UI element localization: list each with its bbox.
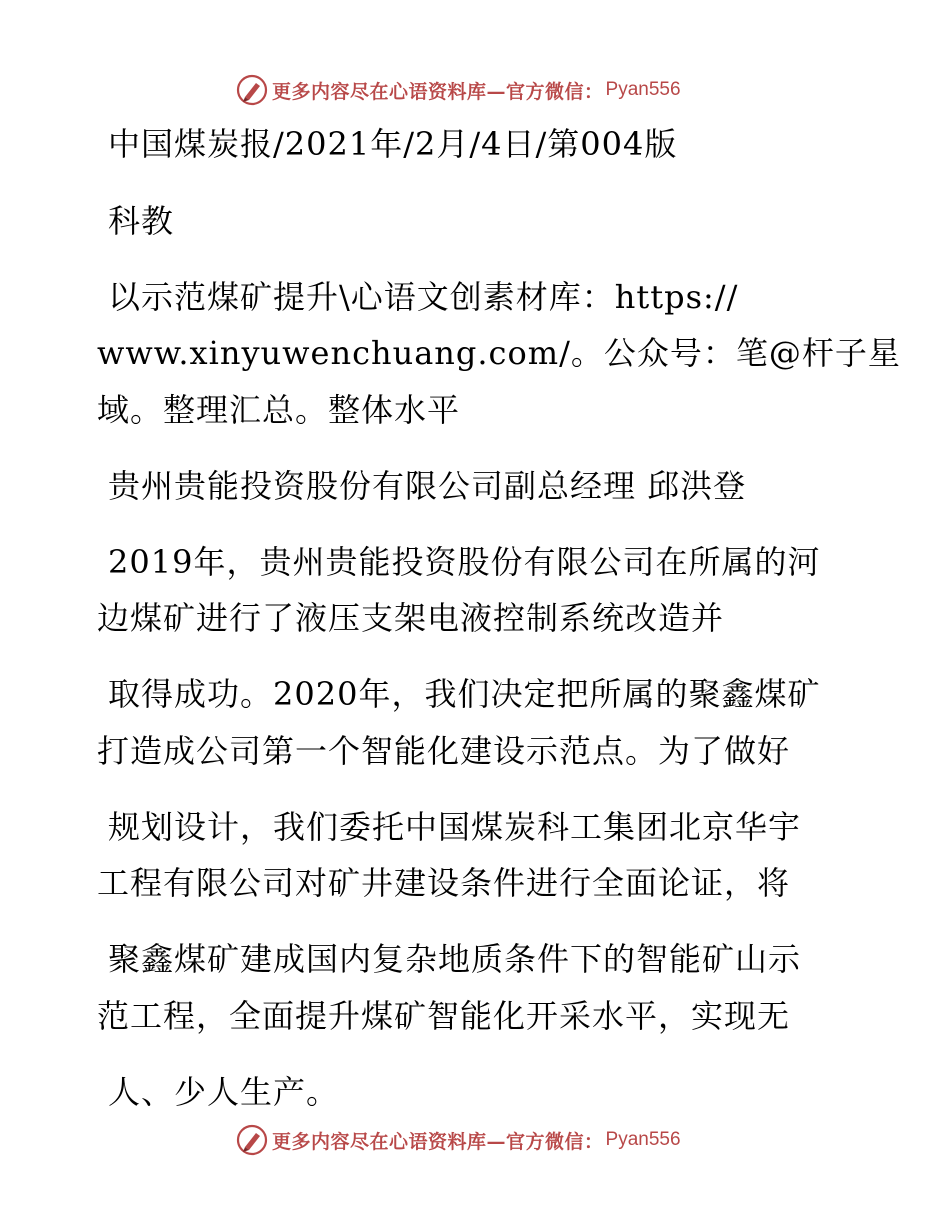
body-line: 边煤矿进行了液压支架电液控制系统改造并 [97,599,725,637]
watermark-wechat-id: Pyan556 [605,79,681,100]
body-line: 域。整理汇总。整体水平 [97,391,461,429]
pen-logo-icon [236,1124,268,1156]
watermark-text: 更多内容尽在心语资料库—官方微信： [272,80,604,103]
pen-logo-icon [236,74,268,106]
section-label: 科教 [108,202,175,240]
body-line: 范工程，全面提升煤矿智能化开采水平，实现无 [97,997,791,1035]
body-line: 聚鑫煤矿建成国内复杂地质条件下的智能矿山示 [108,940,802,978]
body-line: www.xinyuwenchuang.com/。公众号：笔@杆子星 [97,334,901,372]
watermark-text: 更多内容尽在心语资料库—官方微信： [272,1130,604,1153]
body-line: 工程有限公司对矿井建设条件进行全面论证，将 [97,864,791,902]
body-line: 规划设计，我们委托中国煤炭科工集团北京华宇 [108,808,802,846]
body-line: 取得成功。2020年，我们决定把所属的聚鑫煤矿 [108,675,821,713]
source-line: 中国煤炭报/2021年/2月/4日/第004版 [108,125,678,163]
footer-watermark [236,1122,681,1158]
article-title: 以示范煤矿提升\心语文创素材库：https:// [108,278,739,316]
body-line: 2019年，贵州贵能投资股份有限公司在所属的河 [108,543,821,581]
author-line: 贵州贵能投资股份有限公司副总经理 邱洪登 [108,467,747,505]
watermark-wechat-id: Pyan556 [605,1129,681,1150]
body-line: 打造成公司第一个智能化建设示范点。为了做好 [97,732,791,770]
header-watermark [236,72,681,108]
body-line: 人、少人生产。 [108,1073,340,1111]
